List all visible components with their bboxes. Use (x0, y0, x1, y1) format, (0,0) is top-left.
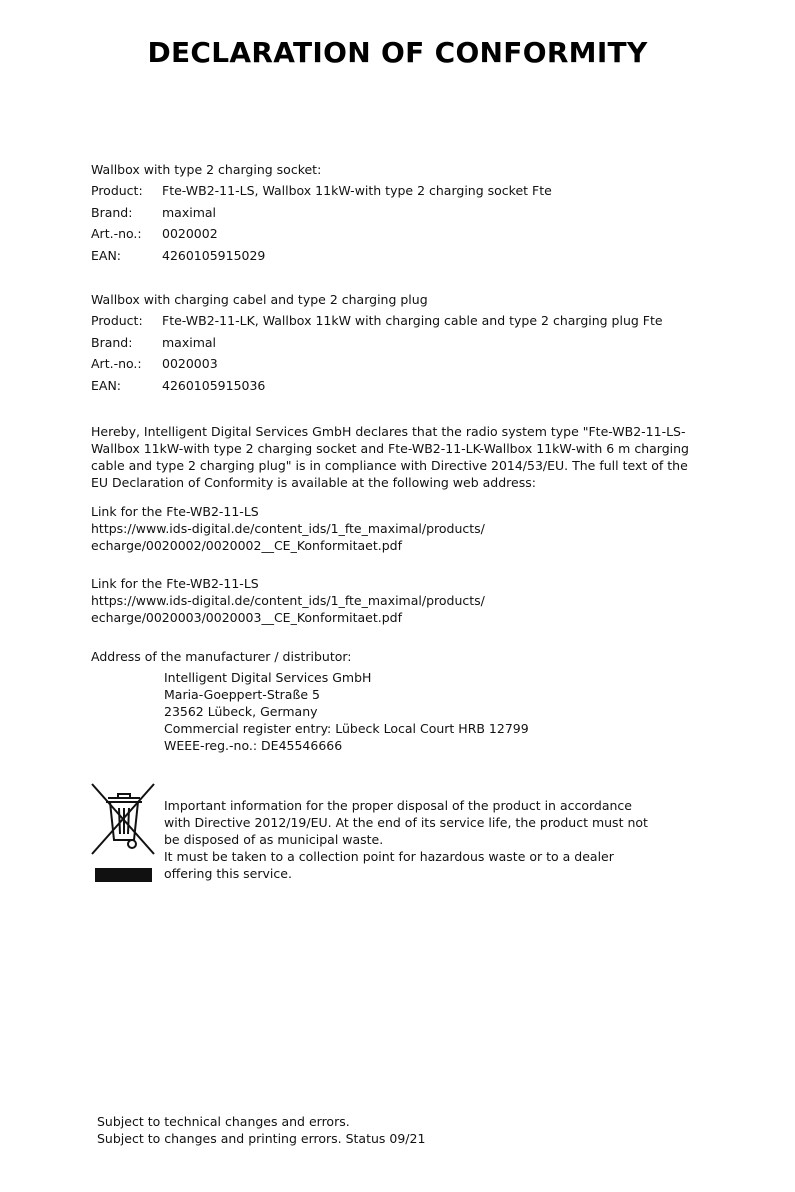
product2-section (91, 292, 711, 402)
row-value: Fte-WB2-11-LK, Wallbox 11kW with charging cable and type 2 charging plug Fte (162, 313, 663, 328)
link1-label: Link for the Fte-WB2-11-LS (91, 504, 259, 519)
weee-disposal-notice (164, 797, 684, 882)
row-value: Fte-WB2-11-LS, Wallbox 11kW-with type 2 charging socket Fte (162, 183, 552, 198)
product1-section (91, 162, 711, 272)
weee-line: Important information for the proper disposal of the product in accordance (164, 798, 632, 813)
address-line: Maria-Goeppert-Straße 5 (164, 687, 320, 702)
row-label: EAN: (91, 378, 122, 393)
row-value: 0020002 (162, 226, 218, 241)
link1-url-line2[interactable]: echarge/0020002/0020002__CE_Konformitaet.pdf (91, 538, 402, 553)
row-label: Art.-no.: (91, 356, 142, 371)
link2-url-line2[interactable]: echarge/0020003/0020003__CE_Konformitaet.pdf (91, 610, 402, 625)
row-value: 4260105915029 (162, 248, 266, 263)
row-value: maximal (162, 335, 217, 350)
row-value: 0020003 (162, 356, 218, 371)
declaration-line: cable and type 2 charging plug" is in compliance with Directive 2014/53/EU. The full text of the (91, 458, 688, 473)
footer-line: Subject to changes and printing errors. Status 09/21 (97, 1131, 426, 1146)
declaration-paragraph (91, 423, 701, 491)
link2-section (91, 575, 701, 626)
address-line: Intelligent Digital Services GmbH (164, 670, 372, 685)
weee-line: with Directive 2012/19/EU. At the end of its service life, the product must not (164, 815, 648, 830)
address-line: WEEE-reg.-no.: DE45546666 (164, 738, 343, 753)
address-block (164, 669, 529, 754)
product2-heading: Wallbox with charging cabel and type 2 charging plug (91, 292, 428, 307)
declaration-line: Wallbox 11kW-with type 2 charging socket and Fte-WB2-11-LK-Wallbox 11kW-with 6 m charging (91, 441, 689, 456)
row-label: Product: (91, 313, 143, 328)
link2-label: Link for the Fte-WB2-11-LS (91, 576, 259, 591)
link1-section (91, 503, 701, 554)
weee-line: offering this service. (164, 866, 292, 881)
row-label: Art.-no.: (91, 226, 142, 241)
row-value: 4260105915036 (162, 378, 266, 393)
address-heading: Address of the manufacturer / distributor: (91, 649, 352, 664)
row-label: Brand: (91, 335, 133, 350)
row-label: Product: (91, 183, 143, 198)
page-title: DECLARATION OF CONFORMITY (147, 36, 648, 69)
link1-url-line1[interactable]: https://www.ids-digital.de/content_ids/1_fte_maximal/products/ (91, 521, 485, 536)
declaration-line: EU Declaration of Conformity is available at the following web address: (91, 475, 536, 490)
weee-line: It must be taken to a collection point for hazardous waste or to a dealer (164, 849, 614, 864)
product1-heading: Wallbox with type 2 charging socket: (91, 162, 322, 177)
address-line: Commercial register entry: Lübeck Local Court HRB 12799 (164, 721, 529, 736)
link2-url-line1[interactable]: https://www.ids-digital.de/content_ids/1_fte_maximal/products/ (91, 593, 485, 608)
row-value: maximal (162, 205, 217, 220)
row-label: EAN: (91, 248, 122, 263)
weee-line: be disposed of as municipal waste. (164, 832, 384, 847)
footer (97, 1113, 425, 1147)
crossed-out-wheelie-bin-icon (88, 782, 158, 884)
address-line: 23562 Lübeck, Germany (164, 704, 318, 719)
declaration-line: Hereby, Intelligent Digital Services GmbH declares that the radio system type "Fte-WB2-11-LS- (91, 424, 686, 439)
footer-line: Subject to technical changes and errors. (97, 1114, 350, 1129)
row-label: Brand: (91, 205, 133, 220)
